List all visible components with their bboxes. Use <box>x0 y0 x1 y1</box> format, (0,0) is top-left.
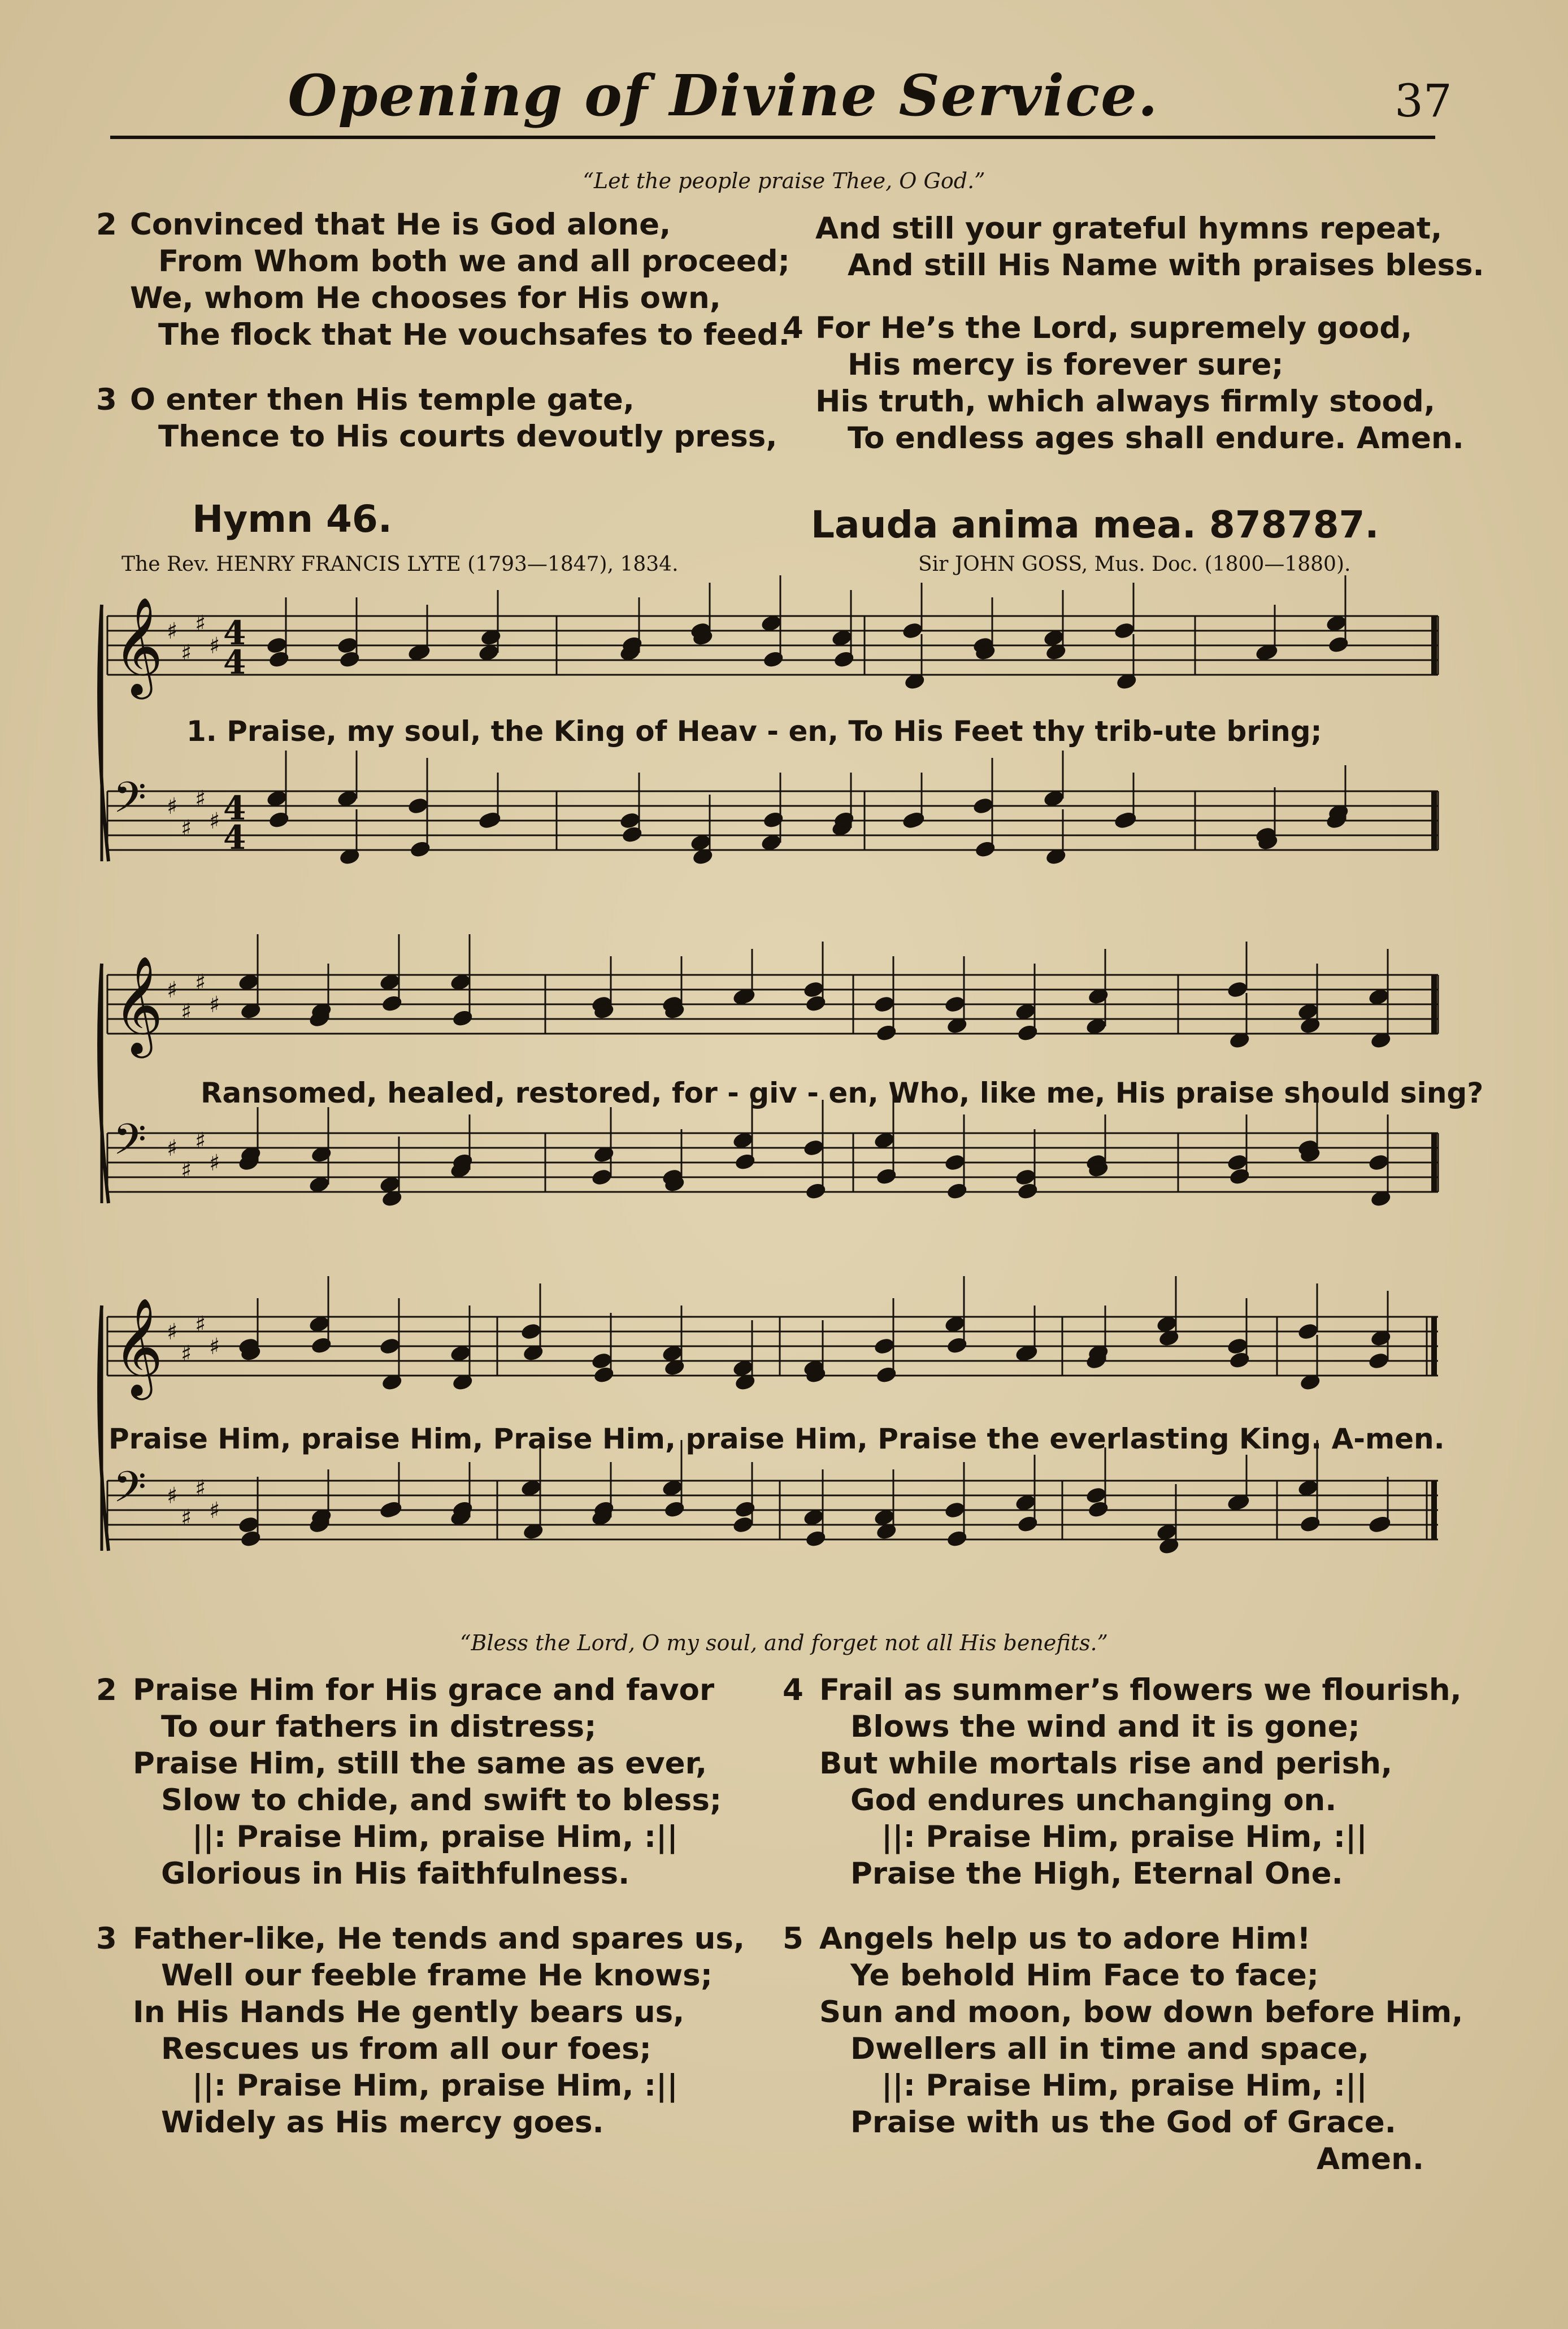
verse-line: ||: Praise Him, praise Him, :|| <box>881 1820 1367 1854</box>
sharp-icon: ♯ <box>181 999 192 1025</box>
bottom-stanza-4 <box>783 1672 1462 1892</box>
note-head <box>944 995 966 1014</box>
note-head <box>1228 1351 1251 1370</box>
verse-line: And still your grateful hymns repeat, <box>815 211 1443 246</box>
verse-line: His truth, which always firmly stood, <box>815 384 1436 419</box>
verse-line: Father-like, He tends and spares us, <box>133 1922 745 1956</box>
sharp-icon: ♯ <box>181 640 192 666</box>
verse-line: Thence to His courts devoutly press, <box>158 419 778 454</box>
note-head <box>1297 1322 1319 1341</box>
verse-line: Blows the wind and it is gone; <box>850 1710 1360 1744</box>
verse-line: Rescues us from all our foes; <box>161 2032 651 2066</box>
bottom-stanza-3 <box>96 1920 745 2141</box>
sharp-icon: ♯ <box>195 1476 206 1502</box>
lyric-line-3: Praise Him, praise Him, Praise Him, praise Him, Praise the everlasting King. A-men. <box>108 1422 1445 1455</box>
bass-clef-icon: 𝄢 <box>113 1462 147 1523</box>
note-head <box>805 1182 827 1201</box>
verse-line: O enter then His temple gate, <box>130 383 635 417</box>
time-signature-bottom: 4 <box>223 818 246 857</box>
note-head <box>873 1337 896 1356</box>
verse-line: And still His Name with praises bless. <box>848 248 1484 283</box>
note-head <box>875 1023 898 1043</box>
note-head <box>762 650 785 669</box>
sharp-icon: ♯ <box>167 618 178 644</box>
treble-clef-icon: 𝄞 <box>113 1298 163 1396</box>
verse-line: For He’s the Lord, supremely good, <box>815 311 1413 345</box>
author-credit: The Rev. HENRY FRANCIS LYTE (1793—1847), 1834. <box>121 553 679 576</box>
note-head <box>974 840 997 859</box>
verse-line: To our fathers in distress; <box>161 1710 597 1744</box>
hymn-number: Hymn 46. <box>192 497 392 541</box>
verse-line: Slow to chide, and swift to bless; <box>161 1783 722 1818</box>
sharp-icon: ♯ <box>167 1319 178 1345</box>
sharp-icon: ♯ <box>209 1334 220 1360</box>
sharp-icon: ♯ <box>209 808 220 834</box>
note-head <box>1014 1168 1037 1187</box>
note-head <box>1327 635 1350 654</box>
note-head <box>875 1167 898 1186</box>
verse-line: The flock that He vouchsafes to feed. <box>158 318 790 352</box>
final-barline <box>1431 1481 1437 1539</box>
verse-line: ||: Praise Him, praise Him, :|| <box>881 2068 1367 2103</box>
sharp-icon: ♯ <box>195 786 206 812</box>
note-head <box>310 1336 333 1355</box>
treble-clef-icon: 𝄞 <box>113 597 163 695</box>
treble-clef-icon: 𝄞 <box>113 956 163 1054</box>
note-head <box>944 1153 966 1172</box>
note-head <box>1113 621 1136 640</box>
note-head <box>621 825 644 844</box>
note-head <box>734 1500 757 1519</box>
verse-line: Praise Him for His grace and favor <box>133 1673 715 1707</box>
note-head <box>520 1322 542 1341</box>
verse-line: Sun and moon, bow down before Him, <box>819 1995 1463 2029</box>
sharp-icon: ♯ <box>209 1498 220 1524</box>
bass-clef-icon: 𝄢 <box>113 1114 147 1175</box>
final-barline <box>1431 791 1437 850</box>
sharp-icon: ♯ <box>195 970 206 996</box>
note-head <box>732 1515 754 1534</box>
sharp-icon: ♯ <box>167 1483 178 1509</box>
verse-line: To endless ages shall endure. Amen. <box>848 421 1464 456</box>
note-head <box>805 994 827 1013</box>
bottom-stanza-2 <box>96 1672 722 1892</box>
note-head <box>946 1336 968 1355</box>
note-head <box>1085 1486 1107 1505</box>
lyric-line-2: Ransomed, healed, restored, for - giv - en, Who, like me, His praise should sing? <box>201 1077 1484 1109</box>
verse-line: In His Hands He gently bears us, <box>133 1995 685 2029</box>
sharp-icon: ♯ <box>195 611 206 637</box>
note-head <box>338 650 361 669</box>
final-amen <box>1254 2141 1424 2178</box>
verse-line: ||: Praise Him, praise Him, :|| <box>192 1820 678 1854</box>
note-head <box>336 636 359 655</box>
final-barline <box>1431 616 1437 675</box>
verse-line: Glorious in His faithfulness. <box>161 1857 630 1891</box>
note-head <box>240 1529 262 1549</box>
verse-line: Angels help us to adore Him! <box>819 1922 1311 1956</box>
sharp-icon: ♯ <box>195 1312 206 1338</box>
time-signature-top: 4 <box>223 614 246 652</box>
note-head <box>593 1365 615 1385</box>
sharp-icon: ♯ <box>181 816 192 842</box>
stanza-number: 4 <box>783 311 803 345</box>
note-head <box>1226 980 1249 999</box>
note-head <box>1087 1500 1110 1519</box>
final-barline <box>1431 1133 1437 1192</box>
note-head <box>268 810 290 830</box>
verse-line: His mercy is forever sure; <box>848 348 1284 382</box>
note-head <box>1367 1153 1390 1172</box>
verse-line: Well our feeble frame He knows; <box>161 1958 713 1993</box>
amen-label: Amen. <box>1316 2142 1424 2176</box>
note-head <box>451 1009 474 1028</box>
note-head <box>619 811 641 830</box>
note-head <box>409 840 432 859</box>
sharp-icon: ♯ <box>195 1128 206 1154</box>
verse-line: ||: Praise Him, praise Him, :|| <box>192 2068 678 2103</box>
note-head <box>1017 1182 1039 1201</box>
bottom-stanza-5 <box>783 1920 1463 2141</box>
note-head <box>590 1168 613 1187</box>
note-head <box>875 1365 898 1385</box>
note-head <box>1228 1167 1251 1186</box>
note-head <box>802 980 825 999</box>
sharp-icon: ♯ <box>209 992 220 1018</box>
note-head <box>1226 1153 1249 1172</box>
note-head <box>268 650 290 669</box>
time-signature-bottom: 4 <box>223 643 246 682</box>
stanza-number: 2 <box>96 207 117 242</box>
verse-line: Praise the High, Eternal One. <box>850 1857 1343 1891</box>
verse-line: Praise with us the God of Grace. <box>850 2105 1396 2140</box>
bass-clef-icon: 𝄢 <box>113 773 147 833</box>
stanza-number: 3 <box>96 1922 117 1956</box>
note-head <box>407 796 429 816</box>
stanza-number: 5 <box>783 1922 803 1956</box>
note-head <box>833 650 855 669</box>
note-head <box>1367 1351 1390 1370</box>
verse-line: But while mortals rise and perish, <box>819 1746 1393 1781</box>
note-head <box>802 1138 825 1157</box>
page-number: 37 <box>1395 75 1452 127</box>
sharp-icon: ♯ <box>181 1341 192 1367</box>
stanza-number: 4 <box>783 1673 803 1707</box>
note-head <box>946 1182 968 1201</box>
verse-line: From Whom both we and all proceed; <box>158 244 790 279</box>
sharp-icon: ♯ <box>167 977 178 1003</box>
stanza-number: 3 <box>96 383 117 417</box>
verse-line: Ye behold Him Face to face; <box>850 1958 1319 1993</box>
verse-line: God endures unchanging on. <box>850 1783 1337 1818</box>
sharp-icon: ♯ <box>181 1505 192 1531</box>
verse-line: Frail as summer’s flowers we flourish, <box>819 1673 1462 1707</box>
page-title: Opening of Divine Service. <box>288 62 1159 129</box>
note-head <box>237 1515 260 1534</box>
sharp-icon: ♯ <box>167 793 178 819</box>
note-head <box>379 1337 401 1356</box>
note-head <box>1017 1023 1039 1043</box>
note-head <box>381 994 403 1013</box>
final-barline <box>1431 975 1437 1034</box>
stanza-number: 2 <box>96 1673 117 1707</box>
note-head <box>805 1529 827 1549</box>
sharp-icon: ♯ <box>181 1157 192 1183</box>
note-head <box>972 796 994 816</box>
note-head <box>901 621 924 640</box>
lyric-line-1: 1. Praise, my soul, the King of Heav - en, To His Feet thy trib-ute bring; <box>186 715 1322 748</box>
note-head <box>663 1500 686 1519</box>
sharp-icon: ♯ <box>209 633 220 659</box>
verse-line: We, whom He chooses for His own, <box>130 281 721 315</box>
verse-line: Convinced that He is God alone, <box>130 207 671 242</box>
time-signature-top: 4 <box>223 789 246 827</box>
verse-line: Widely as His mercy goes. <box>161 2105 604 2140</box>
note-head <box>762 810 785 830</box>
note-head <box>734 1152 757 1172</box>
note-head <box>1226 1337 1249 1356</box>
note-head <box>266 636 288 655</box>
verse-line: Dwellers all in time and space, <box>850 2032 1369 2066</box>
composer-credit: Sir JOHN GOSS, Mus. Doc. (1800—1880). <box>918 553 1351 576</box>
top-epigraph: “Let the people praise Thee, O God.” <box>583 168 985 193</box>
note-head <box>1299 1515 1322 1534</box>
sharp-icon: ♯ <box>167 1135 178 1161</box>
note-head <box>944 1500 966 1520</box>
note-head <box>590 1351 613 1370</box>
tune-name: Lauda anima mea. 878787. <box>811 503 1379 547</box>
sharp-icon: ♯ <box>209 1150 220 1176</box>
verse-line: Praise Him, still the same as ever, <box>133 1746 707 1781</box>
final-barline <box>1431 1317 1437 1376</box>
note-head <box>873 995 896 1014</box>
note-head <box>1017 1515 1039 1534</box>
note-head <box>946 1529 968 1549</box>
bottom-epigraph: “Bless the Lord, O my soul, and forget not all His benefits.” <box>460 1630 1108 1655</box>
